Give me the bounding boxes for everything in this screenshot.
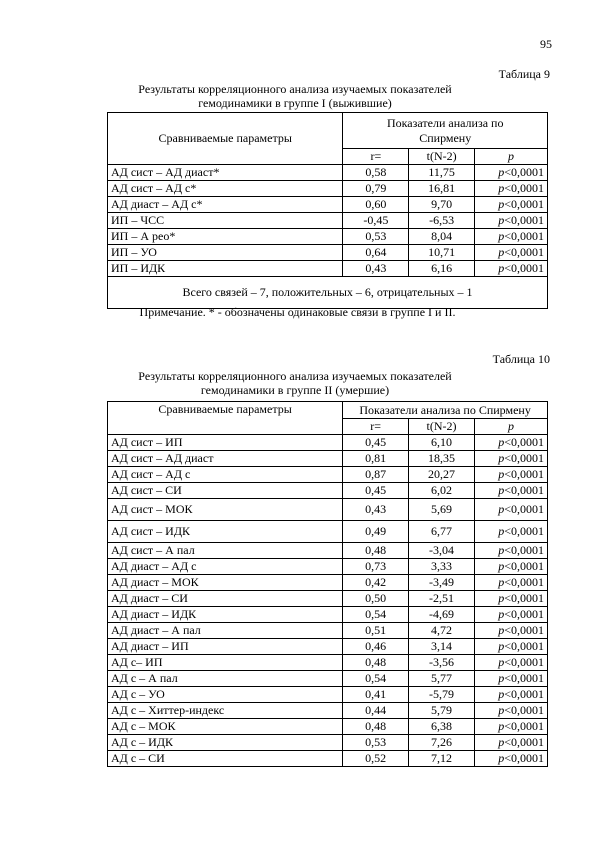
row-r: 0,50 [343,591,409,607]
t-value: 5,79 [409,703,475,719]
row-param: ИП – А рео* [108,229,343,245]
row-r: 0,52 [343,751,409,767]
row-r: 0,45 [343,435,409,451]
p-symbol: p [498,502,505,516]
t-value: 5,69 [409,499,475,521]
table-row [108,607,548,623]
p-value: p<0,0001 [475,435,548,451]
p-symbol: p [498,197,505,211]
table-row [108,575,548,591]
row-r: 0,79 [343,181,409,197]
row-param: АД с – СИ [108,751,343,767]
p-symbol: p [498,559,505,573]
row-param: АД с – ИДК [108,735,343,751]
table-row [108,703,548,719]
t-value: -3,49 [409,575,475,591]
table9-col-group-line1: Показатели анализа по [386,115,504,130]
row-param: ИП – ЧСС [108,213,343,229]
row-param: АД диаст – А пал [108,623,343,639]
table10-title-line2: гемодинамики в группе II (умершие) [200,383,390,397]
p-value: p<0,0001 [475,639,548,655]
p-value: p<0,0001 [475,751,548,767]
row-param: АД сист – А пал [108,543,343,559]
row-param: АД с – А пал [108,671,343,687]
row-r: 0,46 [343,639,409,655]
p-value: p<0,0001 [475,197,548,213]
table9-col-group-line2: Спирмену [419,130,472,145]
p-value: p<0,0001 [475,623,548,639]
t-value: -3,56 [409,655,475,671]
table9-summary: Всего связей – 7, положительных – 6, отрицательных – 1 [108,277,548,309]
table10-title-line1: Результаты корреляционного анализа изучаемых показателей [138,369,452,383]
table10-col-group: Показатели анализа по Спирмену [343,402,548,419]
t-value: 6,38 [409,719,475,735]
row-param: АД сист – АД с [108,467,343,483]
table-row [108,543,548,559]
row-param: АД сист – АД диаст [108,451,343,467]
table9-note: Примечание. * - обозначены одинаковые связи в группе I и II. [139,305,456,319]
p-value: p<0,0001 [475,483,548,499]
row-param: АД диаст – ИП [108,639,343,655]
t-value: 16,81 [409,181,475,197]
t-value: 7,26 [409,735,475,751]
p-value: p<0,0001 [475,703,548,719]
row-r: 0,81 [343,451,409,467]
row-r: 0,48 [343,655,409,671]
table-row [108,623,548,639]
p-symbol: p [498,639,505,653]
p-value: p<0,0001 [475,591,548,607]
p-symbol: p [498,671,505,685]
row-r: 0,48 [343,543,409,559]
t-value: 7,12 [409,751,475,767]
table9-title-line1: Результаты корреляционного анализа изучаемых показателей [138,82,452,96]
table-row [108,687,548,703]
p-value: p<0,0001 [475,521,548,543]
p-symbol: p [498,213,505,227]
p-symbol: p [498,435,505,449]
table-row [108,451,548,467]
row-r: 0,54 [343,671,409,687]
table-row [108,671,548,687]
table-row [108,499,548,521]
t-value: 4,72 [409,623,475,639]
row-r: 0,45 [343,483,409,499]
row-r: 0,53 [343,735,409,751]
row-r: -0,45 [343,213,409,229]
row-param: АД с – МОК [108,719,343,735]
p-value: p<0,0001 [475,229,548,245]
table-row [108,213,548,229]
row-r: 0,54 [343,607,409,623]
table-row [108,751,548,767]
row-param: АД диаст – ИДК [108,607,343,623]
table-row [108,559,548,575]
t-value: 8,04 [409,229,475,245]
table-row [108,467,548,483]
table-row [108,655,548,671]
p-symbol: p [498,703,505,717]
table10-col-p: p [475,419,548,435]
t-value: 5,77 [409,671,475,687]
p-value: p<0,0001 [475,213,548,229]
p-symbol: p [498,467,505,481]
p-symbol: p [498,607,505,621]
p-symbol: p [498,483,505,497]
row-param: АД диаст – СИ [108,591,343,607]
table-row [108,483,548,499]
p-value: p<0,0001 [475,655,548,671]
row-param: АД сист – ИДК [108,521,343,543]
table-row [108,261,548,277]
table9-title-line2: гемодинамики в группе I (выжившие) [198,96,392,110]
p-symbol: p [498,451,505,465]
p-value: p<0,0001 [475,245,548,261]
table10-col-t: t(N-2) [409,419,475,435]
table9-label: Таблица 9 [498,67,550,81]
p-value: p<0,0001 [475,181,548,197]
p-symbol: p [498,655,505,669]
p-symbol: p [498,719,505,733]
p-symbol: p [498,524,505,538]
row-r: 0,41 [343,687,409,703]
p-value: p<0,0001 [475,575,548,591]
table-row [108,591,548,607]
row-param: АД диаст – МОК [108,575,343,591]
row-r: 0,44 [343,703,409,719]
row-r: 0,48 [343,719,409,735]
table9-col-p: p [475,149,548,165]
page-number: 95 [540,37,552,51]
row-r: 0,53 [343,229,409,245]
row-r: 0,43 [343,261,409,277]
table-row [108,435,548,451]
table9-col-t: t(N-2) [409,149,475,165]
row-param: АД сист – ИП [108,435,343,451]
table-row [108,245,548,261]
t-value: -6,53 [409,213,475,229]
table10-label: Таблица 10 [492,352,550,366]
p-symbol: p [498,735,505,749]
t-value: 18,35 [409,451,475,467]
row-param: АД с– ИП [108,655,343,671]
table10-title [80,369,510,397]
p-symbol: p [498,245,505,259]
row-r: 0,49 [343,521,409,543]
p-value: p<0,0001 [475,543,548,559]
t-value: 20,27 [409,467,475,483]
table9 [107,112,548,309]
row-param: АД с – Хиттер-индекс [108,703,343,719]
table10 [107,401,548,767]
row-r: 0,60 [343,197,409,213]
p-symbol: p [498,165,505,179]
t-value: -2,51 [409,591,475,607]
table10-col-r: r= [343,419,409,435]
table9-title [80,82,510,110]
t-value: -4,69 [409,607,475,623]
row-param: АД с – УО [108,687,343,703]
p-symbol: p [498,751,505,765]
table10-col-param: Сравниваемые параметры [108,402,343,435]
row-param: АД сист – АД диаст* [108,165,343,181]
t-value: 3,14 [409,639,475,655]
p-value: p<0,0001 [475,165,548,181]
p-value: p<0,0001 [475,261,548,277]
p-value: p<0,0001 [475,735,548,751]
p-symbol: p [498,229,505,243]
t-value: -3,04 [409,543,475,559]
row-r: 0,43 [343,499,409,521]
table-row [108,719,548,735]
table9-col-param: Сравниваемые параметры [108,113,343,165]
row-r: 0,51 [343,623,409,639]
p-symbol: p [498,687,505,701]
row-param: АД сист – МОК [108,499,343,521]
p-symbol: p [498,181,505,195]
table-row [108,197,548,213]
row-r: 0,58 [343,165,409,181]
row-r: 0,73 [343,559,409,575]
p-value: p<0,0001 [475,607,548,623]
p-symbol: p [498,623,505,637]
table-row [108,229,548,245]
row-param: АД сист – СИ [108,483,343,499]
row-param: АД диаст – АД с [108,559,343,575]
t-value: 6,16 [409,261,475,277]
t-value: 3,33 [409,559,475,575]
t-value: 10,71 [409,245,475,261]
row-r: 0,87 [343,467,409,483]
t-value: 6,10 [409,435,475,451]
table9-col-group [343,113,548,149]
p-value: p<0,0001 [475,451,548,467]
t-value: 6,02 [409,483,475,499]
table-row [108,181,548,197]
p-value: p<0,0001 [475,559,548,575]
p-symbol: p [498,543,505,557]
table-row [108,639,548,655]
row-param: ИП – ИДК [108,261,343,277]
p-value: p<0,0001 [475,687,548,703]
p-symbol: p [498,261,505,275]
row-r: 0,64 [343,245,409,261]
t-value: 9,70 [409,197,475,213]
p-value: p<0,0001 [475,671,548,687]
p-symbol: p [498,591,505,605]
row-param: ИП – УО [108,245,343,261]
table-row [108,521,548,543]
t-value: 11,75 [409,165,475,181]
table-row [108,165,548,181]
table9-col-r: r= [343,149,409,165]
p-value: p<0,0001 [475,499,548,521]
row-r: 0,42 [343,575,409,591]
t-value: -5,79 [409,687,475,703]
t-value: 6,77 [409,521,475,543]
p-value: p<0,0001 [475,467,548,483]
p-value: p<0,0001 [475,719,548,735]
table-row [108,735,548,751]
p-symbol: p [498,575,505,589]
row-param: АД диаст – АД с* [108,197,343,213]
row-param: АД сист – АД с* [108,181,343,197]
